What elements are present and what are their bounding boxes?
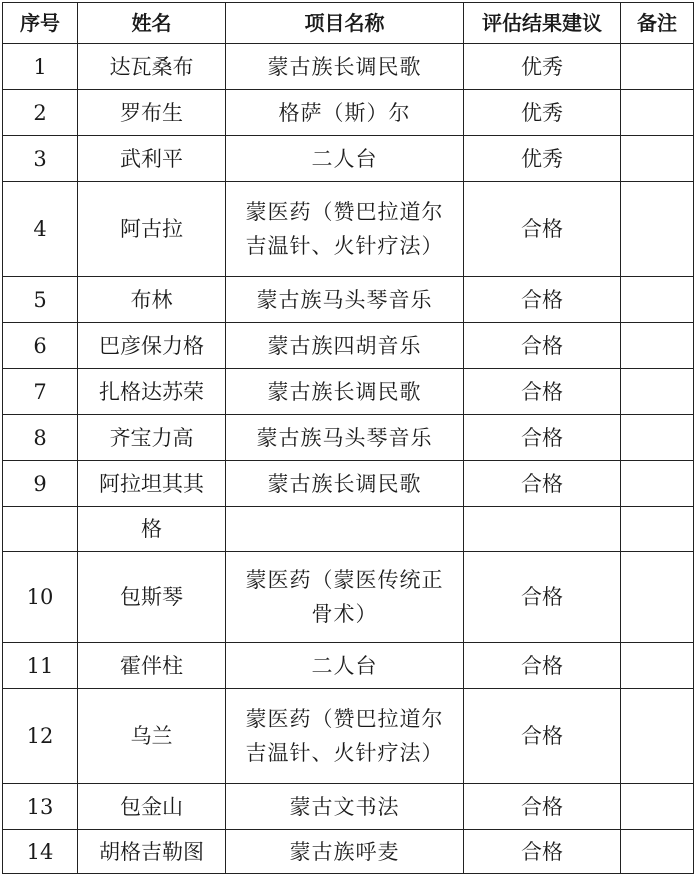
cell-name: 达瓦桑布	[78, 44, 226, 90]
cell-result: 合格	[464, 552, 621, 643]
cell-result: 合格	[464, 830, 621, 874]
cell-name: 阿拉坦其其	[78, 461, 226, 507]
cell-note	[621, 136, 694, 182]
cell-name: 武利平	[78, 136, 226, 182]
cell-note	[621, 369, 694, 415]
cell-no: 7	[3, 369, 78, 415]
cell-name: 阿古拉	[78, 182, 226, 277]
table-row	[3, 369, 694, 415]
table-row	[3, 461, 694, 507]
cell-no: 14	[3, 830, 78, 874]
project-line: 吉温针、火针疗法）	[245, 234, 444, 258]
table-row	[3, 323, 694, 369]
cell-no: 4	[3, 182, 78, 277]
cell-project	[226, 136, 464, 182]
cell-result: 合格	[464, 643, 621, 689]
cell-no: 5	[3, 277, 78, 323]
cell-no: 11	[3, 643, 78, 689]
project-line: 蒙古族马头琴音乐	[256, 425, 433, 450]
cell-no: 1	[3, 44, 78, 90]
project-line: 蒙古族呼麦	[289, 839, 400, 864]
cell-project	[226, 90, 464, 136]
cell-name: 包斯琴	[78, 552, 226, 643]
table-row	[3, 784, 694, 830]
cell-project	[226, 323, 464, 369]
header-row	[3, 3, 694, 44]
cell-name: 霍伴柱	[78, 643, 226, 689]
table-row	[3, 136, 694, 182]
cell-result: 优秀	[464, 44, 621, 90]
cell-name: 扎格达苏荣	[78, 369, 226, 415]
project-line: 蒙古族马头琴音乐	[256, 287, 433, 312]
table-row	[3, 415, 694, 461]
table-row	[3, 44, 694, 90]
cell-project	[226, 689, 464, 784]
project-line: 蒙古族长调民歌	[267, 471, 422, 496]
cell-note	[621, 182, 694, 277]
cell-project	[226, 182, 464, 277]
cell-note	[621, 90, 694, 136]
project-line: 蒙古族长调民歌	[267, 379, 422, 404]
header-note: 备注	[621, 3, 694, 44]
cell-result: 合格	[464, 689, 621, 784]
cell-name: 巴彦保力格	[78, 323, 226, 369]
cell-no: 13	[3, 784, 78, 830]
header-no: 序号	[3, 3, 78, 44]
cell-project	[226, 552, 464, 643]
cell-name: 乌兰	[78, 689, 226, 784]
project-line: 吉温针、火针疗法）	[245, 741, 444, 765]
cell-no: 10	[3, 552, 78, 643]
project-line: 蒙古文书法	[289, 794, 400, 819]
header-project: 项目名称	[226, 3, 464, 44]
table-row	[3, 277, 694, 323]
cell-no: 8	[3, 415, 78, 461]
cell-no: 2	[3, 90, 78, 136]
cell-name: 胡格吉勒图	[78, 830, 226, 874]
cell-result: 优秀	[464, 136, 621, 182]
cell-note	[621, 830, 694, 874]
cell-note	[621, 643, 694, 689]
project-line: 蒙医药（赞巴拉道尔	[245, 200, 444, 224]
project-line: 二人台	[311, 653, 378, 678]
cell-name: 罗布生	[78, 90, 226, 136]
cell-note	[621, 689, 694, 784]
cell-project	[226, 643, 464, 689]
cell-note	[621, 44, 694, 90]
cell-name: 包金山	[78, 784, 226, 830]
evaluation-table	[2, 2, 694, 874]
cell-result: 合格	[464, 369, 621, 415]
cell-name: 布林	[78, 277, 226, 323]
cell-note	[621, 277, 694, 323]
cell-no: 9	[3, 461, 78, 507]
cell-result: 合格	[464, 277, 621, 323]
table-row	[3, 182, 694, 277]
project-line: 二人台	[311, 146, 378, 171]
cell-result: 合格	[464, 415, 621, 461]
cell-no: 12	[3, 689, 78, 784]
cell-no	[3, 507, 78, 552]
cell-project	[226, 784, 464, 830]
cell-no: 3	[3, 136, 78, 182]
table-row	[3, 90, 694, 136]
cell-project	[226, 415, 464, 461]
cell-result: 优秀	[464, 90, 621, 136]
header-result: 评估结果建议	[464, 3, 621, 44]
project-line: 骨术）	[311, 602, 378, 626]
project-line: 蒙医药（蒙医传统正	[245, 568, 444, 592]
cell-project	[226, 830, 464, 874]
table-row	[3, 689, 694, 784]
table-row	[3, 507, 694, 552]
cell-project	[226, 277, 464, 323]
cell-result: 合格	[464, 784, 621, 830]
cell-note	[621, 461, 694, 507]
cell-project	[226, 507, 464, 552]
cell-name: 齐宝力高	[78, 415, 226, 461]
cell-project	[226, 461, 464, 507]
header-name: 姓名	[78, 3, 226, 44]
table-row	[3, 830, 694, 874]
project-line: 蒙古族四胡音乐	[267, 333, 422, 358]
cell-note	[621, 784, 694, 830]
cell-result	[464, 507, 621, 552]
cell-note	[621, 507, 694, 552]
table-row	[3, 552, 694, 643]
project-line: 蒙医药（赞巴拉道尔	[245, 707, 444, 731]
cell-no: 6	[3, 323, 78, 369]
table-row	[3, 643, 694, 689]
cell-result: 合格	[464, 461, 621, 507]
cell-project	[226, 44, 464, 90]
cell-project	[226, 369, 464, 415]
cell-result: 合格	[464, 182, 621, 277]
project-line: 蒙古族长调民歌	[267, 54, 422, 79]
cell-note	[621, 552, 694, 643]
cell-note	[621, 415, 694, 461]
cell-note	[621, 323, 694, 369]
cell-name: 格	[78, 507, 226, 552]
project-line: 格萨（斯）尔	[278, 100, 411, 125]
cell-result: 合格	[464, 323, 621, 369]
